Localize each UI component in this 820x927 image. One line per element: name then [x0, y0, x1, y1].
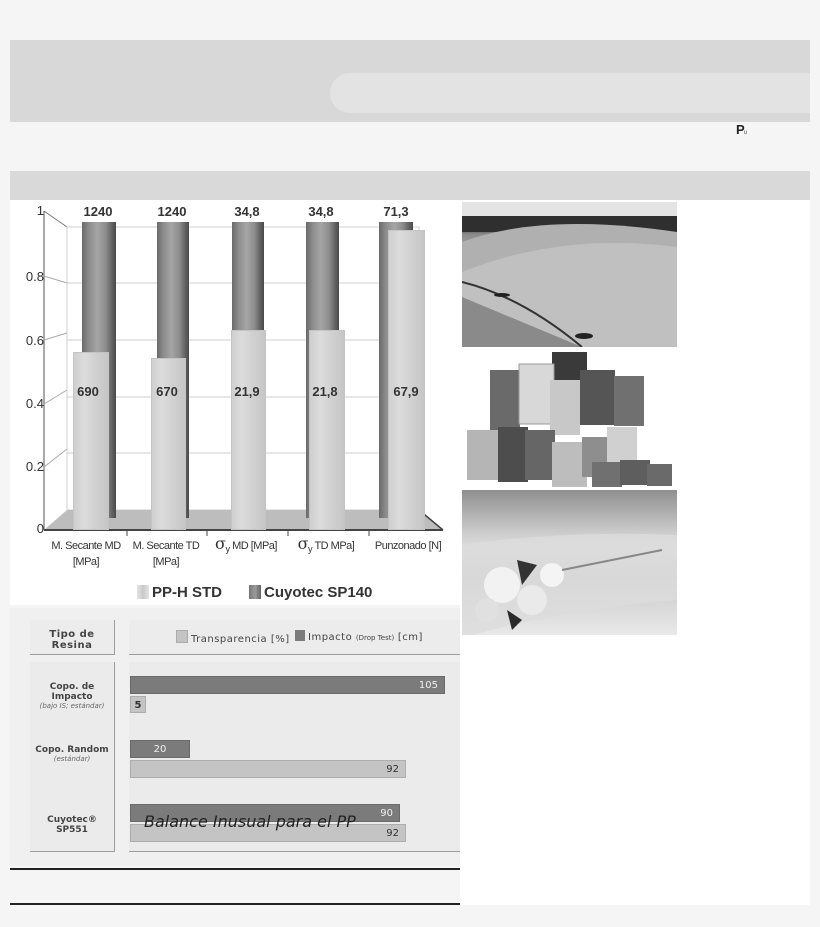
- section-band: [10, 171, 810, 200]
- sigma-symbol: σ: [297, 534, 309, 553]
- legend-item-cuyotec-sp140: [249, 584, 372, 601]
- agricultural-film-image: [462, 202, 677, 347]
- bar-impact-copo-impacto: 105: [130, 676, 445, 694]
- row-label-sub: (estándar): [53, 755, 91, 763]
- legend-label: Impacto: [308, 632, 353, 643]
- y-tick: 0.8: [25, 269, 44, 284]
- corner-glyph-sub: u: [743, 130, 747, 136]
- corner-glyph: [736, 122, 746, 137]
- legend-label-unit: [cm]: [397, 632, 423, 643]
- category-label-msecante-md: [44, 538, 128, 570]
- value-label-mid: 67,9: [393, 384, 419, 399]
- subscript-y: y: [308, 544, 313, 555]
- value-label-mid: 21,9: [234, 384, 260, 399]
- value-label-top: 1240: [83, 204, 113, 219]
- bar-pph-msecante-md: [73, 352, 109, 530]
- y-tick: 0: [36, 521, 44, 536]
- divider-rule: [10, 903, 460, 905]
- row-label-sub: (bajo IS; estándar): [39, 702, 105, 710]
- legend-swatch-impact: [295, 630, 305, 641]
- category-label-text: MD [MPa]: [229, 540, 277, 552]
- category-label-line: M. Secante MD: [51, 540, 121, 552]
- value-label-top: 1240: [157, 204, 187, 219]
- category-label-line: M. Secante TD: [132, 540, 200, 552]
- legend-item-pph-std: [137, 584, 222, 601]
- legend-label: PP-H STD: [152, 584, 223, 601]
- bar-transparency-copo-impacto: 5: [130, 696, 146, 713]
- corner-glyph-letter: P: [736, 122, 744, 137]
- bar-pph-punzonado: [388, 230, 425, 530]
- photo-agricultural-film: [462, 202, 677, 347]
- legend-transparency: [176, 630, 290, 645]
- bar-impact-cuyotec-sp551: 90: [130, 804, 400, 822]
- category-label-sigma-td: [284, 536, 368, 557]
- value-label-top: 71,3: [383, 204, 409, 219]
- category-label-line: [MPa]: [152, 556, 180, 568]
- photo-food-pouches: [462, 352, 677, 488]
- value-label-mid: 21,8: [312, 384, 338, 399]
- subscript-y: y: [225, 544, 230, 555]
- y-tick: 0.6: [25, 333, 44, 348]
- legend-label-small: (Drop Test): [355, 634, 395, 642]
- legend-swatch-transparency: [176, 630, 188, 643]
- bar-pph-sigma-td: [309, 330, 345, 530]
- value-label-mid: 690: [77, 384, 99, 399]
- row-label-name: Copo. Random: [35, 745, 109, 755]
- value-label-top: 34,8: [234, 204, 260, 219]
- category-label-msecante-td: [124, 538, 208, 570]
- row-label-copo-impacto: [30, 682, 114, 710]
- legend-impact: [295, 630, 423, 643]
- row-header-label: Tipo de Resina: [49, 629, 95, 651]
- category-label-text: TD MPa]: [312, 540, 355, 552]
- sigma-symbol: σ: [215, 534, 226, 553]
- flower-wrap-image: [462, 490, 677, 635]
- y-tick: 0.2: [25, 459, 44, 474]
- bar-impact-copo-random: 20: [130, 740, 190, 758]
- y-tick: 0.4: [25, 396, 44, 411]
- row-label-name: Copo. de Impacto: [49, 682, 95, 702]
- category-label-line: [MPa]: [72, 556, 100, 568]
- category-label-line: Punzonado [N]: [374, 540, 442, 552]
- bar-transparency-copo-random: 92: [130, 760, 406, 778]
- bar-transparency-cuyotec-sp551: 92: [130, 824, 406, 842]
- value-label-mid: 670: [156, 384, 178, 399]
- header-pill: [330, 73, 810, 113]
- y-tick: 1: [36, 203, 44, 218]
- legend-swatch-light: [137, 585, 149, 599]
- row-label-copo-random: [30, 745, 114, 763]
- legend-label: Cuyotec SP140: [264, 584, 373, 601]
- value-label-top: 34,8: [308, 204, 334, 219]
- legend-swatch-dark: [249, 585, 261, 599]
- bar-pph-sigma-md: [231, 330, 266, 530]
- divider-rule: [10, 868, 460, 870]
- food-pouches-image: [462, 352, 677, 488]
- row-label-name: Cuyotec® SP551: [47, 815, 97, 835]
- legend-label: Transparencia [%]: [191, 634, 290, 645]
- annotation-balance: Balance Inusual para el PP: [144, 812, 356, 831]
- photo-flower-wrap: [462, 490, 677, 635]
- category-label-sigma-md: [204, 536, 288, 557]
- category-label-punzonado: [366, 538, 450, 554]
- row-label-cuyotec-sp551: [30, 815, 114, 835]
